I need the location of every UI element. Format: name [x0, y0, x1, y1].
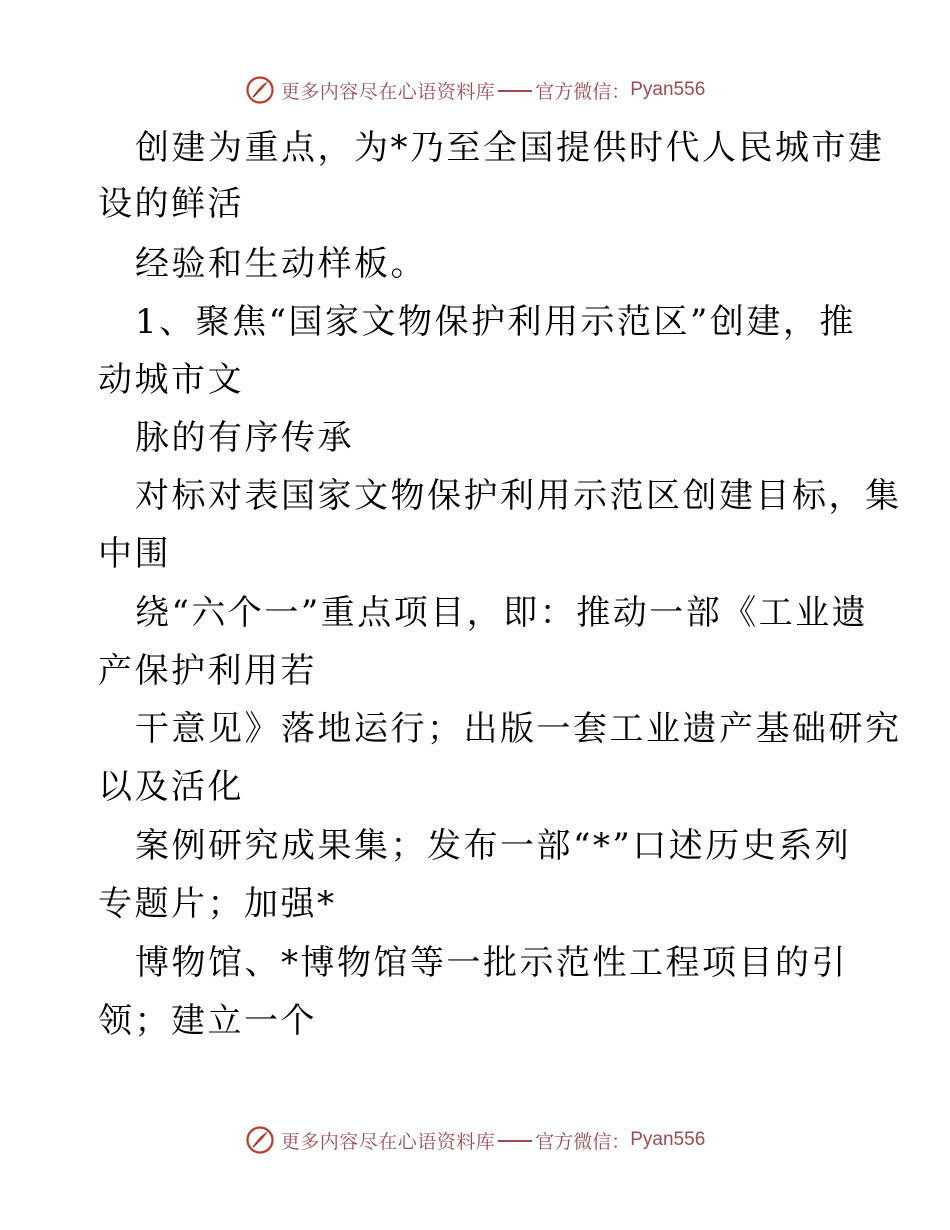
text-line: 以及活化: [98, 767, 244, 807]
quill-pen-logo-icon: [245, 75, 275, 105]
text-line: 干意见》落地运行；出版一套工业遗产基础研究: [135, 709, 902, 749]
header-banner: [0, 70, 950, 110]
text-line: 专题片；加强*: [98, 884, 337, 924]
banner-title: 更多内容尽在心语资料库: [280, 1130, 496, 1153]
banner-wechat-id: Pyan556: [630, 79, 706, 100]
text-line: 博物馆、*博物馆等一批示范性工程项目的引: [135, 943, 848, 983]
text-line: 绕“六个一”重点项目，即：推动一部《工业遗: [135, 593, 869, 633]
text-line: 脉的有序传承: [135, 418, 354, 458]
text-line: 案例研究成果集；发布一部“*”口述历史系列: [135, 826, 852, 866]
banner-wechat-label: 官方微信：: [535, 1130, 631, 1153]
text-line: 设的鲜活: [98, 184, 244, 224]
quill-pen-logo-icon: [245, 1125, 275, 1155]
text-line: 创建为重点，为*乃至全国提供时代人民城市建: [135, 128, 885, 168]
footer-banner: [0, 1120, 950, 1160]
text-line: 产保护利用若: [98, 651, 317, 691]
banner-wechat-label: 官方微信：: [535, 80, 631, 103]
text-line: 1、聚焦“国家文物保护利用示范区”创建，推: [135, 302, 856, 342]
banner-title: 更多内容尽在心语资料库: [280, 80, 496, 103]
banner-dash: [498, 90, 532, 92]
text-line: 领；建立一个: [98, 1001, 317, 1041]
text-line: 经验和生动样板。: [135, 244, 427, 284]
banner-dash: [498, 1140, 532, 1142]
text-line: 动城市文: [98, 360, 244, 400]
text-line: 对标对表国家文物保护利用示范区创建目标，集: [135, 476, 902, 516]
banner-wechat-id: Pyan556: [630, 1129, 706, 1150]
text-line: 中围: [98, 534, 171, 574]
